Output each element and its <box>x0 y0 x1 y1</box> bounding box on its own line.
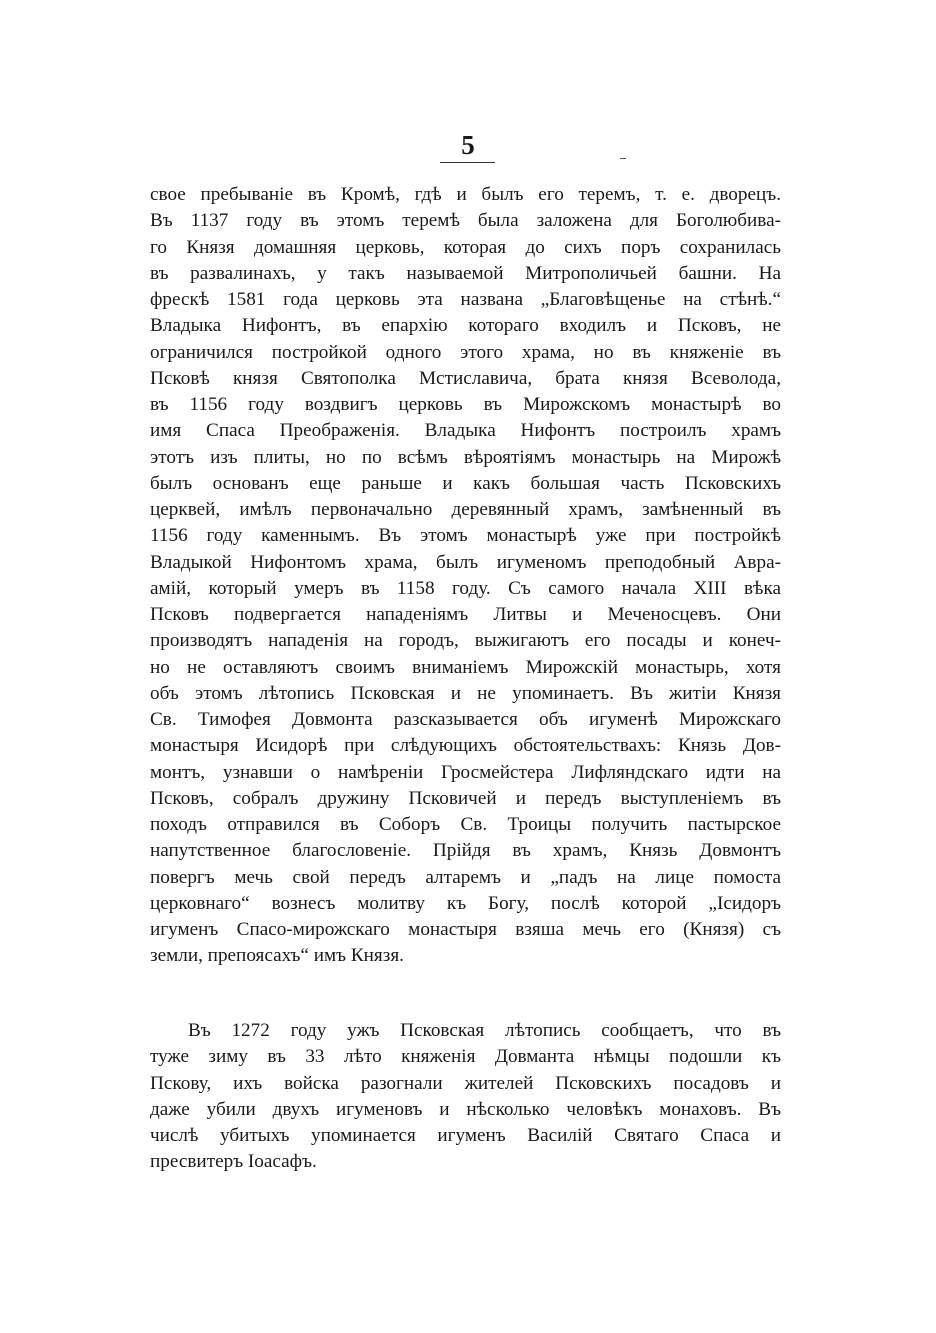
text-line: объ этомъ лѣтопись Псковская и не упоминаетъ. Въ житіи Князя <box>150 682 781 704</box>
paragraph-1 <box>150 182 781 970</box>
text-line: этотъ изъ плиты, но по всѣмъ вѣроятіямъ монастырь на Мирожѣ <box>150 446 781 468</box>
text-line: фрескѣ 1581 года церковь эта названа „Благовѣщенье на стѣнѣ.“ <box>150 289 781 310</box>
text-line: церквей, имѣлъ первоначально деревянный храмъ, замѣненный въ <box>150 499 781 520</box>
text-line: церковнаго“ вознесъ молитву къ Богу, послѣ которой „Ісидоръ <box>150 892 781 914</box>
text-line: былъ основанъ еще раньше и какъ большая часть Псковскихъ <box>150 472 781 494</box>
text-line: туже зиму въ 33 лѣто княженія Довманта нѣмцы подошли къ <box>150 1046 781 1068</box>
text-line: Владыкой Нифонтомъ храма, былъ игуменомъ преподобный Авра- <box>150 551 781 573</box>
text-line: 1156 году каменнымъ. Въ этомъ монастырѣ уже при постройкѣ <box>150 525 781 547</box>
text-line: амій, который умеръ въ 1158 году. Съ самого начала XIII вѣка <box>150 577 781 599</box>
text-line: Въ 1272 году ужъ Псковская лѣтопись сообщаетъ, что въ <box>188 1020 781 1041</box>
text-line: Псковъ подвергается нападеніямъ Литвы и Меченосцевъ. Они <box>150 604 781 625</box>
scan-speck <box>620 158 626 159</box>
text-line: Псковѣ князя Святополка Мстиславича, брата князя Всеволода, <box>150 367 781 389</box>
text-line: повергъ мечь свой передъ алтаремъ и „падъ на лице помоста <box>150 866 781 888</box>
text-line: въ развалинахъ, у такъ называемой Митрополичьей башни. На <box>150 262 781 284</box>
text-line: но не оставляютъ своимъ вниманіемъ Мирожскій монастырь, хотя <box>150 656 781 678</box>
text-line: Псковъ, собралъ дружину Псковичей и передъ выступленіемъ въ <box>150 787 781 809</box>
text-line: имя Спаса Преображенія. Владыка Нифонтъ построилъ храмъ <box>150 420 781 442</box>
text-line: го Князя домашняя церковь, которая до сихъ поръ сохранилась <box>150 236 781 258</box>
page-number-rule <box>440 162 495 163</box>
text-line: монтъ, узнавши о намѣреніи Гросмейстера Лифляндскаго идти на <box>150 761 781 783</box>
text-line: пресвитеръ Іоасафъ. <box>150 1151 317 1173</box>
text-line: числѣ убитыхъ упоминается игуменъ Василій Святаго Спаса и <box>150 1125 781 1146</box>
text-line: ограничился постройкой одного этого храма, но въ княженіе въ <box>150 341 781 363</box>
text-line: Въ 1137 году въ этомъ теремѣ была заложена для Боголюбива- <box>150 210 781 232</box>
text-line: земли, препоясахъ“ имъ Князя. <box>150 945 404 967</box>
text-line: монастыря Исидорѣ при слѣдующихъ обстоятельствахъ: Князь Дов- <box>150 735 781 757</box>
text-line: игуменъ Спасо-мирожскаго монастыря взяша мечь его (Князя) съ <box>150 919 781 940</box>
text-line: Пскову, ихъ войска разогнали жителей Псковскихъ посадовъ и <box>150 1072 781 1094</box>
text-line: Владыка Нифонтъ, въ епархію котораго входилъ и Псковъ, не <box>150 315 781 337</box>
text-line: походъ отправился въ Соборъ Св. Троицы получить пастырское <box>150 814 781 835</box>
page-number: 5 <box>461 130 475 160</box>
paragraph-2 <box>150 1018 781 1176</box>
text-line: напутственное благословеніе. Прійдя въ храмъ, Князь Довмонтъ <box>150 840 781 862</box>
text-line: производятъ нападенія на городъ, выжигаютъ его посады и конеч- <box>150 630 781 652</box>
text-line: свое пребываніе въ Кромѣ, гдѣ и былъ его теремъ, т. е. дворецъ. <box>150 184 781 205</box>
text-line: въ 1156 году воздвигъ церковь въ Мирожскомъ монастырѣ во <box>150 394 781 415</box>
text-line: Св. Тимофея Довмонта разсказывается объ игуменѣ Мирожскаго <box>150 709 781 730</box>
text-line: даже убили двухъ игуменовъ и нѣсколько человѣкъ монаховъ. Въ <box>150 1098 781 1120</box>
